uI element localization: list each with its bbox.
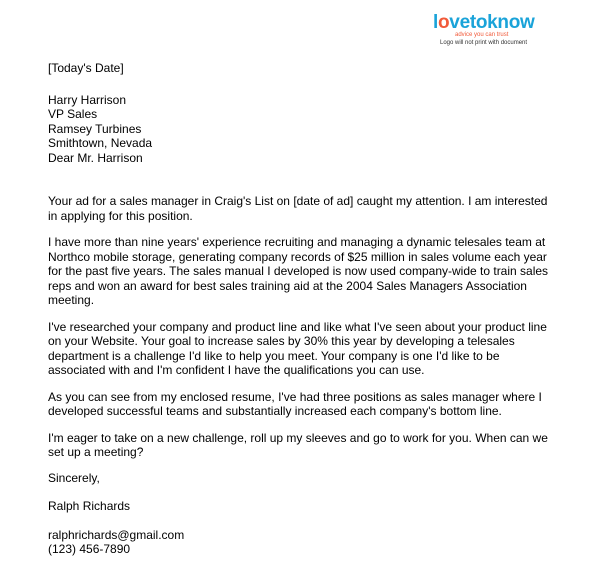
recipient-location: Smithtown, Nevada <box>48 136 153 150</box>
recipient-company: Ramsey Turbines <box>48 121 142 136</box>
sender-name: Ralph Richards <box>48 499 131 513</box>
letter-paragraph-4: As you can see from my enclosed resume, I've had three positions as sales manager where I developed successful teams and substantially increased each company's bottom line. <box>48 389 542 418</box>
letter-body <box>48 61 558 557</box>
recipient-name: Harry Harrison <box>48 92 127 107</box>
lovetoknow-logo <box>433 12 545 48</box>
sender-phone: (123) 456-7890 <box>48 542 131 556</box>
letter-date: [Today's Date] <box>48 61 124 75</box>
logo-wordmark-start: l <box>433 12 438 33</box>
logo-tagline: advice you can trust <box>455 32 509 38</box>
letter-paragraph-1: Your ad for a sales manager in Craig's List on [date of ad] caught my attention. I am interested in applying for this position. <box>48 194 548 223</box>
letter-paragraph-3: I've researched your company and product line and like what I've seen about your product line on your Website. Your goal to increase sales by 30% this year by developing a telesales department is a challenge I'd like to help you meet. Your company is one I'd like to be associated with and I'm confident I have the qualifications you can use. <box>48 319 547 377</box>
logo-print-note: Logo will not print with document <box>440 40 528 46</box>
recipient-title: VP Sales <box>48 107 98 121</box>
logo-wordmark-accent: o <box>437 12 450 33</box>
letter-paragraph-2: I have more than nine years' experience recruiting and managing a dynamic telesales team at Northco mobile storage, generating company records of $25 million in sales volume each year for the past five years. The sales manual I developed is now used company-wide to train sales reps and won an award for best sales training aid at the 2004 Sales Managers Association meeting. <box>48 235 549 307</box>
logo-wordmark-end: vetoknow <box>449 12 535 33</box>
letter-salutation: Dear Mr. Harrison <box>48 150 143 165</box>
sender-email: ralphrichards@gmail.com <box>48 527 185 542</box>
logo-wordmark <box>433 12 535 34</box>
letter-paragraph-5: I'm eager to take on a new challenge, roll up my sleeves and go to work for you. When can we set up a meeting? <box>48 430 548 459</box>
letter-closing: Sincerely, <box>48 470 100 485</box>
recipient-address-block <box>48 93 558 151</box>
